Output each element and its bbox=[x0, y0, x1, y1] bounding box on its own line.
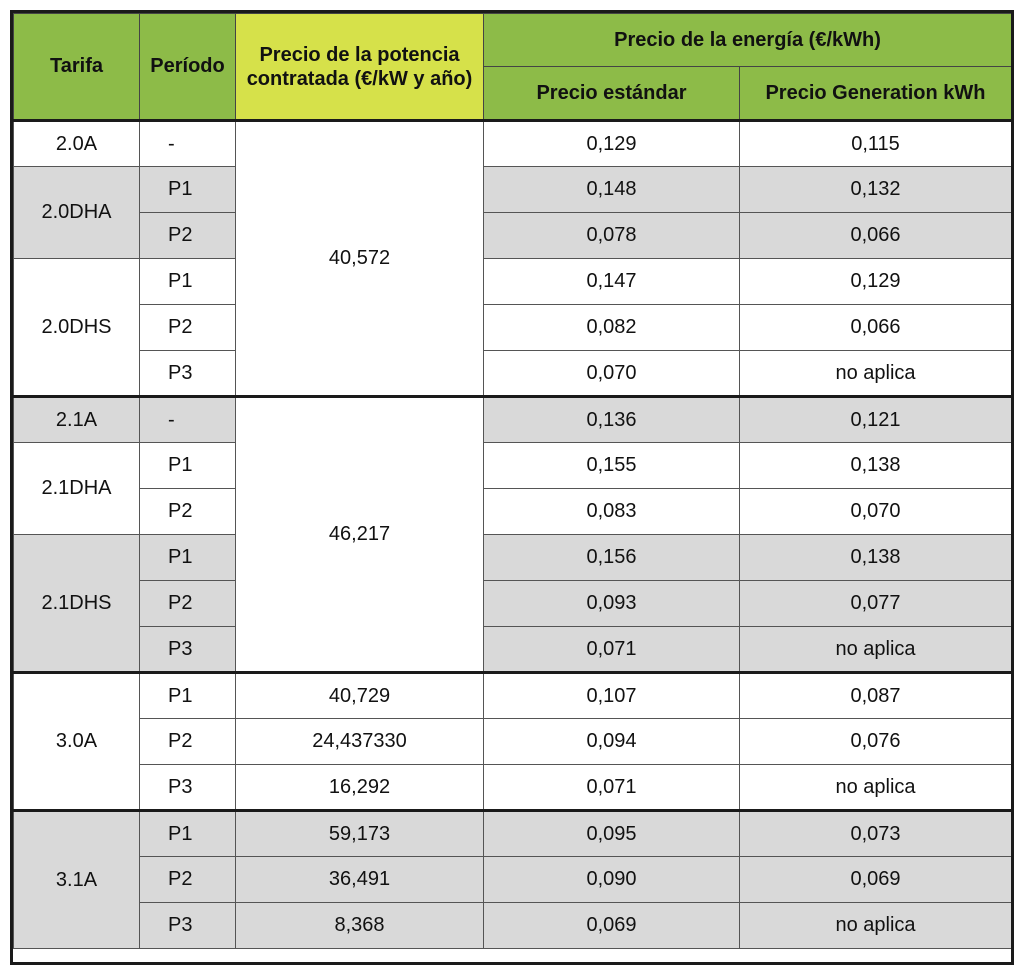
header-tarifa: Tarifa bbox=[14, 14, 140, 121]
cell-generation: no aplica bbox=[740, 351, 1012, 397]
cell-tarifa: 2.0DHA bbox=[14, 167, 140, 259]
cell-periodo: P3 bbox=[140, 903, 236, 949]
cell-generation: 0,129 bbox=[740, 259, 1012, 305]
header-periodo: Período bbox=[140, 14, 236, 121]
cell-tarifa: 2.1DHA bbox=[14, 443, 140, 535]
cell-periodo: P1 bbox=[140, 443, 236, 489]
cell-potencia: 59,173 bbox=[236, 811, 484, 857]
cell-potencia: 46,217 bbox=[236, 397, 484, 673]
header-precio-generation: Precio Generation kWh bbox=[740, 67, 1012, 121]
header-precio-estandar: Precio estándar bbox=[484, 67, 740, 121]
cell-periodo: P1 bbox=[140, 811, 236, 857]
cell-estandar: 0,094 bbox=[484, 719, 740, 765]
cell-tarifa: 2.1DHS bbox=[14, 535, 140, 673]
cell-generation: 0,138 bbox=[740, 535, 1012, 581]
cell-periodo: P3 bbox=[140, 351, 236, 397]
cell-generation: 0,070 bbox=[740, 489, 1012, 535]
cell-estandar: 0,107 bbox=[484, 673, 740, 719]
cell-tarifa: 3.0A bbox=[14, 673, 140, 811]
header-potencia bbox=[236, 14, 484, 121]
header-energia: Precio de la energía (€/kWh) bbox=[484, 14, 1012, 67]
cell-periodo: P1 bbox=[140, 259, 236, 305]
cell-periodo: P2 bbox=[140, 857, 236, 903]
cell-generation: 0,115 bbox=[740, 121, 1012, 167]
cell-estandar: 0,093 bbox=[484, 581, 740, 627]
cell-potencia: 8,368 bbox=[236, 903, 484, 949]
cell-generation: 0,121 bbox=[740, 397, 1012, 443]
cell-generation: 0,073 bbox=[740, 811, 1012, 857]
cell-generation: no aplica bbox=[740, 765, 1012, 811]
cell-estandar: 0,082 bbox=[484, 305, 740, 351]
cell-generation: 0,138 bbox=[740, 443, 1012, 489]
cell-generation: 0,132 bbox=[740, 167, 1012, 213]
cell-estandar: 0,071 bbox=[484, 627, 740, 673]
cell-periodo: P1 bbox=[140, 673, 236, 719]
cell-generation: 0,076 bbox=[740, 719, 1012, 765]
cell-generation: 0,077 bbox=[740, 581, 1012, 627]
cell-tarifa: 2.1A bbox=[14, 397, 140, 443]
cell-periodo: P1 bbox=[140, 167, 236, 213]
cell-potencia: 40,572 bbox=[236, 121, 484, 397]
cell-estandar: 0,155 bbox=[484, 443, 740, 489]
cell-estandar: 0,156 bbox=[484, 535, 740, 581]
cell-estandar: 0,095 bbox=[484, 811, 740, 857]
cell-periodo: P1 bbox=[140, 535, 236, 581]
cell-periodo: P3 bbox=[140, 765, 236, 811]
cell-periodo: P2 bbox=[140, 581, 236, 627]
tariff-table-frame bbox=[10, 10, 1014, 965]
cell-estandar: 0,083 bbox=[484, 489, 740, 535]
cell-periodo: P3 bbox=[140, 627, 236, 673]
cell-potencia: 24,437330 bbox=[236, 719, 484, 765]
cell-periodo: P2 bbox=[140, 305, 236, 351]
cell-generation: no aplica bbox=[740, 903, 1012, 949]
cell-estandar: 0,078 bbox=[484, 213, 740, 259]
cell-generation: no aplica bbox=[740, 627, 1012, 673]
cell-estandar: 0,148 bbox=[484, 167, 740, 213]
cell-potencia: 36,491 bbox=[236, 857, 484, 903]
cell-estandar: 0,071 bbox=[484, 765, 740, 811]
cell-tarifa: 2.0A bbox=[14, 121, 140, 167]
cell-potencia: 16,292 bbox=[236, 765, 484, 811]
cell-generation: 0,066 bbox=[740, 305, 1012, 351]
cell-potencia: 40,729 bbox=[236, 673, 484, 719]
cell-periodo: P2 bbox=[140, 213, 236, 259]
cell-periodo: P2 bbox=[140, 489, 236, 535]
cell-estandar: 0,090 bbox=[484, 857, 740, 903]
header-potencia-label: Precio de la potencia contratada (€/kW y año) bbox=[246, 43, 473, 90]
cell-periodo: P2 bbox=[140, 719, 236, 765]
tariff-price-table bbox=[13, 13, 1012, 949]
cell-generation: 0,066 bbox=[740, 213, 1012, 259]
cell-generation: 0,087 bbox=[740, 673, 1012, 719]
cell-tarifa: 3.1A bbox=[14, 811, 140, 949]
cell-estandar: 0,129 bbox=[484, 121, 740, 167]
cell-estandar: 0,136 bbox=[484, 397, 740, 443]
cell-tarifa: 2.0DHS bbox=[14, 259, 140, 397]
cell-estandar: 0,147 bbox=[484, 259, 740, 305]
cell-periodo: - bbox=[140, 121, 236, 167]
cell-generation: 0,069 bbox=[740, 857, 1012, 903]
cell-estandar: 0,069 bbox=[484, 903, 740, 949]
cell-estandar: 0,070 bbox=[484, 351, 740, 397]
cell-periodo: - bbox=[140, 397, 236, 443]
